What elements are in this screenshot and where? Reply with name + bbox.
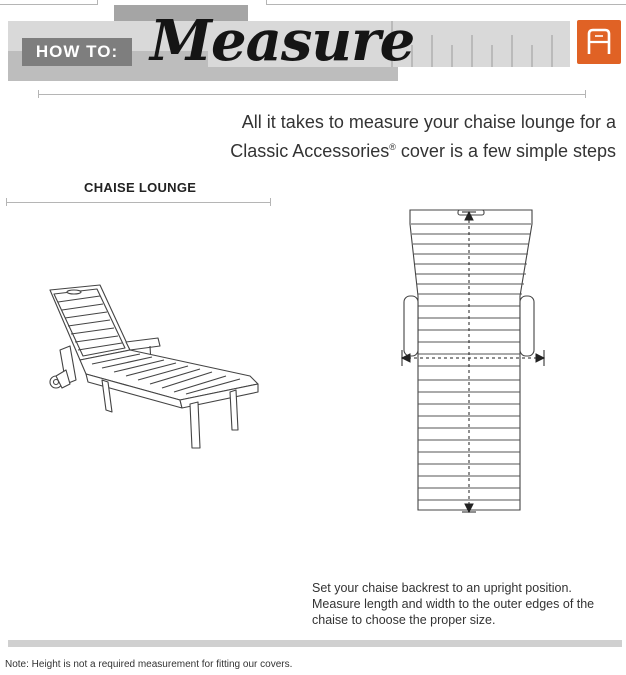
header-top-line-left-tick bbox=[97, 0, 98, 5]
header-bottom-line bbox=[38, 94, 586, 95]
instructions-line-1: Set your chaise backrest to an upright position. bbox=[312, 581, 572, 595]
section-title-underline bbox=[6, 202, 271, 203]
header-top-line-right-tick bbox=[266, 0, 267, 5]
intro-line-2-prefix: Classic Accessories bbox=[230, 141, 390, 161]
registered-mark: ® bbox=[389, 142, 396, 152]
instructions-text bbox=[312, 580, 612, 628]
header-top-line-left bbox=[0, 4, 98, 5]
intro-line-2-suffix: cover is a few simple steps bbox=[395, 141, 616, 161]
footer-divider-bar bbox=[8, 640, 622, 647]
header-top-line-right bbox=[266, 4, 626, 5]
header-bottom-line-tick-right bbox=[585, 90, 586, 98]
section-underline-tick-right bbox=[270, 198, 271, 206]
chaise-lounge-top-view-diagram bbox=[396, 200, 556, 520]
header-bottom-line-tick-left bbox=[38, 90, 39, 98]
intro-text bbox=[196, 110, 616, 164]
instructions-line-3: chaise to choose the proper size. bbox=[312, 613, 496, 627]
section-underline-tick-left bbox=[6, 198, 7, 206]
intro-line-2 bbox=[196, 135, 616, 164]
instructions-line-2: Measure length and width to the outer edges of the bbox=[312, 597, 595, 611]
section-title: CHAISE LOUNGE bbox=[84, 180, 197, 195]
measure-title: Measure bbox=[150, 8, 415, 74]
chaise-lounge-perspective-illustration bbox=[40, 280, 270, 450]
footer-note: Note: Height is not a required measurement for fitting our covers. bbox=[5, 659, 293, 670]
how-to-label: HOW TO: bbox=[22, 38, 132, 66]
intro-line-1: All it takes to measure your chaise lounge for a bbox=[241, 112, 616, 132]
classic-accessories-logo-icon bbox=[577, 20, 621, 64]
ruler-ticks bbox=[390, 21, 570, 67]
